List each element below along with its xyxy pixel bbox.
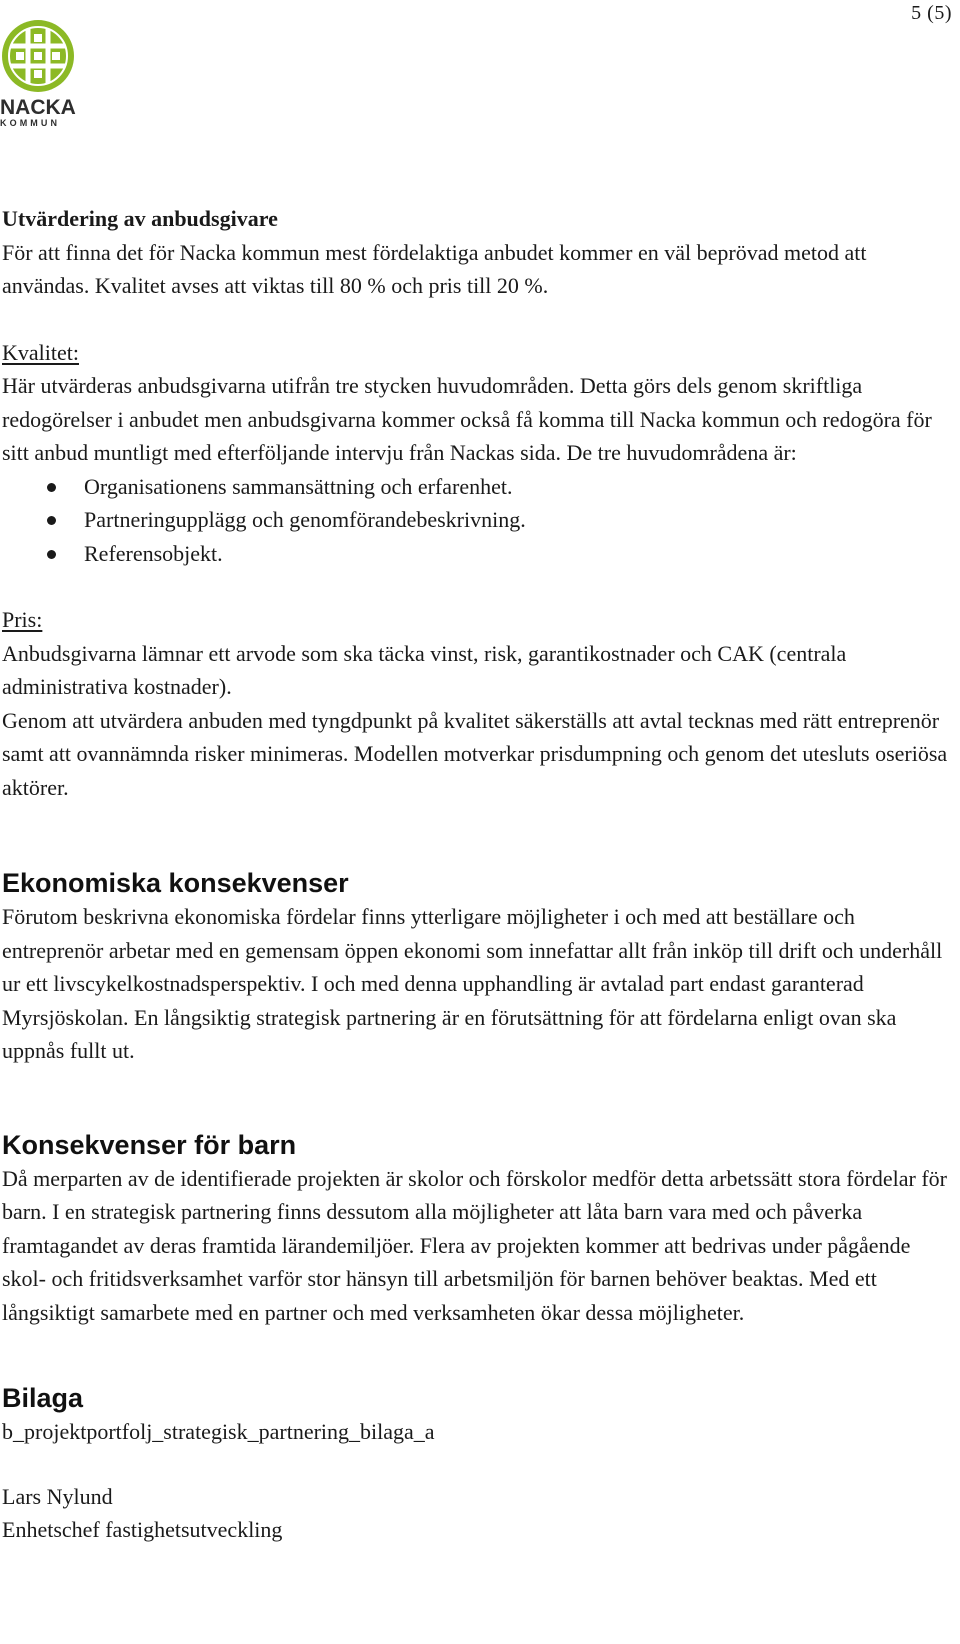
list-item-text: Partneringupplägg och genomförandebeskrivning. — [84, 507, 526, 532]
list-item — [2, 503, 952, 537]
main-areas-list — [2, 470, 952, 571]
children-text: Då merparten av de identifierade projekten är skolor och förskolor medför detta arbetssätt stora fördelar för barn. I en strategisk partnering finns dessutom alla möjligheter att låta barn vara med och påverka framtagandet av deras framtida lärandemiljöer. Flera av projekten kommer att bedrivas under pågående skol- och fritidsverksamhet varför stor hänsyn till arbetsmiljön för barnen behöver beaktas. Med ett långsiktigt samarbete med en partner och med verksamheten ökar dessa möjligheter. — [2, 1165, 948, 1325]
attachment-file: b_projektportfolj_strategisk_partnering_bilaga_a — [2, 1419, 435, 1444]
bullet-icon — [47, 483, 56, 492]
price-text: Anbudsgivarna lämnar ett arvode som ska täcka vinst, risk, garantikostnader och CAK (centrala administrativa kostnader). — [2, 640, 847, 699]
economic-text: Förutom beskrivna ekonomiska fördelar finns ytterligare möjligheter i och med att beställare och entreprenör arbetar med en gemensam öppen ekonomi som innefattar allt från inköp till drift och underhåll ur ett livscykelkostnadsperspektiv. I och med denna upphandling är avtalad part endast garanterad Myrsjöskolan. En långsiktig strategisk partnering är en förutsättning för att fördelarna enligt ovan ska uppnås fullt ut. — [2, 904, 943, 1063]
logo-name: NACKA — [0, 96, 76, 119]
list-item — [2, 470, 952, 504]
logo-subtitle: KOMMUN — [0, 118, 61, 128]
signature-title: Enhetschef fastighetsutveckling — [2, 1517, 283, 1542]
signature-name: Lars Nylund — [2, 1483, 113, 1509]
list-item-text: Referensobjekt. — [84, 540, 223, 566]
evaluation-title: Utvärdering av anbudsgivare — [2, 206, 278, 231]
document-body — [2, 202, 952, 1547]
nacka-emblem-icon — [0, 18, 76, 94]
evaluation-intro: För att finna det för Nacka kommun mest fördelaktiga anbudet kommer en väl beprövad metod att användas. Kvalitet avses att viktas till 80 % och pris till 20 %. — [2, 239, 867, 298]
bullet-icon — [47, 550, 56, 559]
page-number: 5 (5) — [911, 2, 952, 24]
bullet-icon — [47, 516, 56, 525]
economic-heading: Ekonomiska konsekvenser — [2, 868, 349, 898]
nacka-kommun-logo — [0, 18, 84, 128]
list-item — [2, 537, 952, 571]
price-label: Pris: — [2, 607, 43, 632]
quality-text: Här utvärderas anbudsgivarna utifrån tre stycken huvudområden. Detta görs dels genom skriftliga redogörelser i anbudet men anbudsgivarna kommer också få komma till Nacka kommun och redogöra för sitt anbud muntligt med efterföljande intervju från Nackas sida. De tre huvudområdena är: — [2, 373, 932, 465]
quality-label: Kvalitet: — [2, 339, 79, 365]
list-item-text: Organisationens sammansättning och erfarenhet. — [84, 473, 513, 499]
children-heading: Konsekvenser för barn — [2, 1129, 297, 1160]
attachment-heading: Bilaga — [2, 1383, 84, 1413]
evaluation-conclusion: Genom att utvärdera anbuden med tyngdpunkt på kvalitet säkerställs att avtal tecknas med rätt entreprenör samt att ovannämnda risker minimeras. Modellen motverkar prisdumpning och genom det utesluts oseriösa aktörer. — [2, 707, 948, 800]
